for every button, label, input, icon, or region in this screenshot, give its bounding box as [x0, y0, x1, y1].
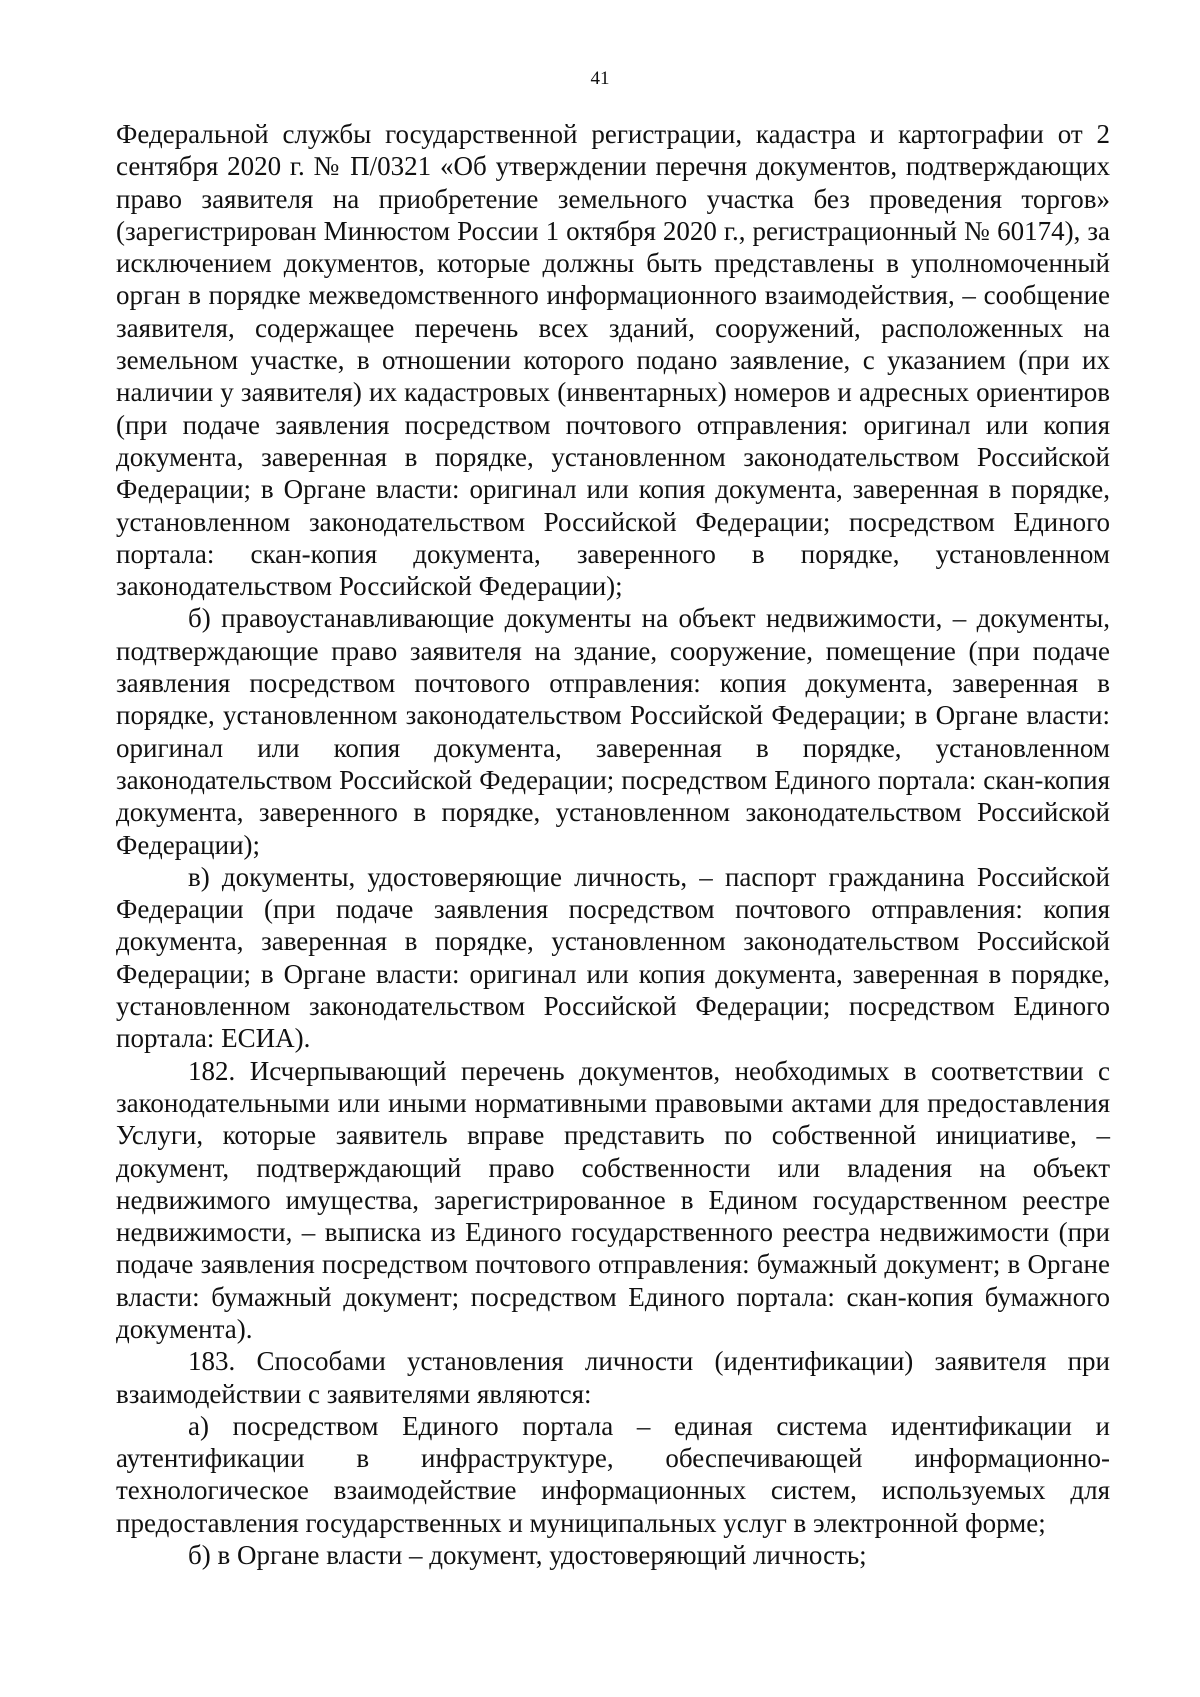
paragraph-183: 183. Способами установления личности (идентификации) заявителя при взаимодействии с заявителями являются: [116, 1346, 1110, 1409]
page-number: 41 [590, 68, 610, 89]
paragraph-183-item-a: а) посредством Единого портала – единая система идентификации и аутентификации в инфраструктуре, обеспечивающей информационно-технологическое взаимодействие информационных систем, используемых для предоставления государственных и муниципальных услуг в электронной форме; [116, 1410, 1110, 1538]
body-text [116, 118, 1110, 1571]
paragraph-183-item-b: б) в Органе власти – документ, удостоверяющий личность; [188, 1540, 867, 1571]
paragraph-182: 182. Исчерпывающий перечень документов, необходимых в соответствии с законодательными или иными нормативными правовыми актами для предоставления Услуги, которые заявитель вправе представить по собственной инициативе, – документ, подтверждающий право собственности или владения на объект недвижимого имущества, зарегистрированное в Едином государственном реестре недвижимости, – выписка из Единого государственного реестра недвижимости (при подаче заявления посредством почтового отправления: бумажный документ; в Органе власти: бумажный документ; посредством Единого портала: скан-копия бумажного документа). [116, 1055, 1110, 1344]
paragraph-item-v: в) документы, удостоверяющие личность, – паспорт гражданина Российской Федерации (при подаче заявления посредством почтового отправления: копия документа, заверенная в порядке, установленном законодательством Российской Федерации; в Органе власти: оригинал или копия документа, заверенная в порядке, установленном законодательством Российской Федерации; посредством Единого портала: ЕСИА). [116, 861, 1110, 1054]
paragraph-item-b: б) правоустанавливающие документы на объект недвижимости, – документы, подтверждающие право заявителя на здание, сооружение, помещение (при подаче заявления посредством почтового отправления: копия документа, заверенная в порядке, установленном законодательством Российской Федерации; в Органе власти: оригинал или копия документа, заверенная в порядке, установленном законодательством Российской Федерации; посредством Единого портала: скан-копия документа, заверенного в порядке, установленном законодательством Российской Федерации); [116, 603, 1110, 860]
paragraph-continuation: Федеральной службы государственной регистрации, кадастра и картографии от 2 сентября 2020 г. № П/0321 «Об утверждении перечня документов, подтверждающих право заявителя на приобретение земельного участка без проведения торгов» (зарегистрирован Минюстом России 1 октября 2020 г., регистрационный № 60174), за исключением документов, которые должны быть представлены в уполномоченный орган в порядке межведомственного информационного взаимодействия, – сообщение заявителя, содержащее перечень всех зданий, сооружений, расположенных на земельном участке, в отношении которого подано заявление, с указанием (при их наличии у заявителя) их кадастровых (инвентарных) номеров и адресных ориентиров (при подаче заявления посредством почтового отправления: оригинал или копия документа, заверенная в порядке, установленном законодательством Российской Федерации; в Органе власти: оригинал или копия документа, заверенная в порядке, установленном законодательством Российской Федерации; посредством Единого портала: скан-копия документа, заверенного в порядке, установленном законодательством Российской Федерации); [116, 119, 1110, 602]
